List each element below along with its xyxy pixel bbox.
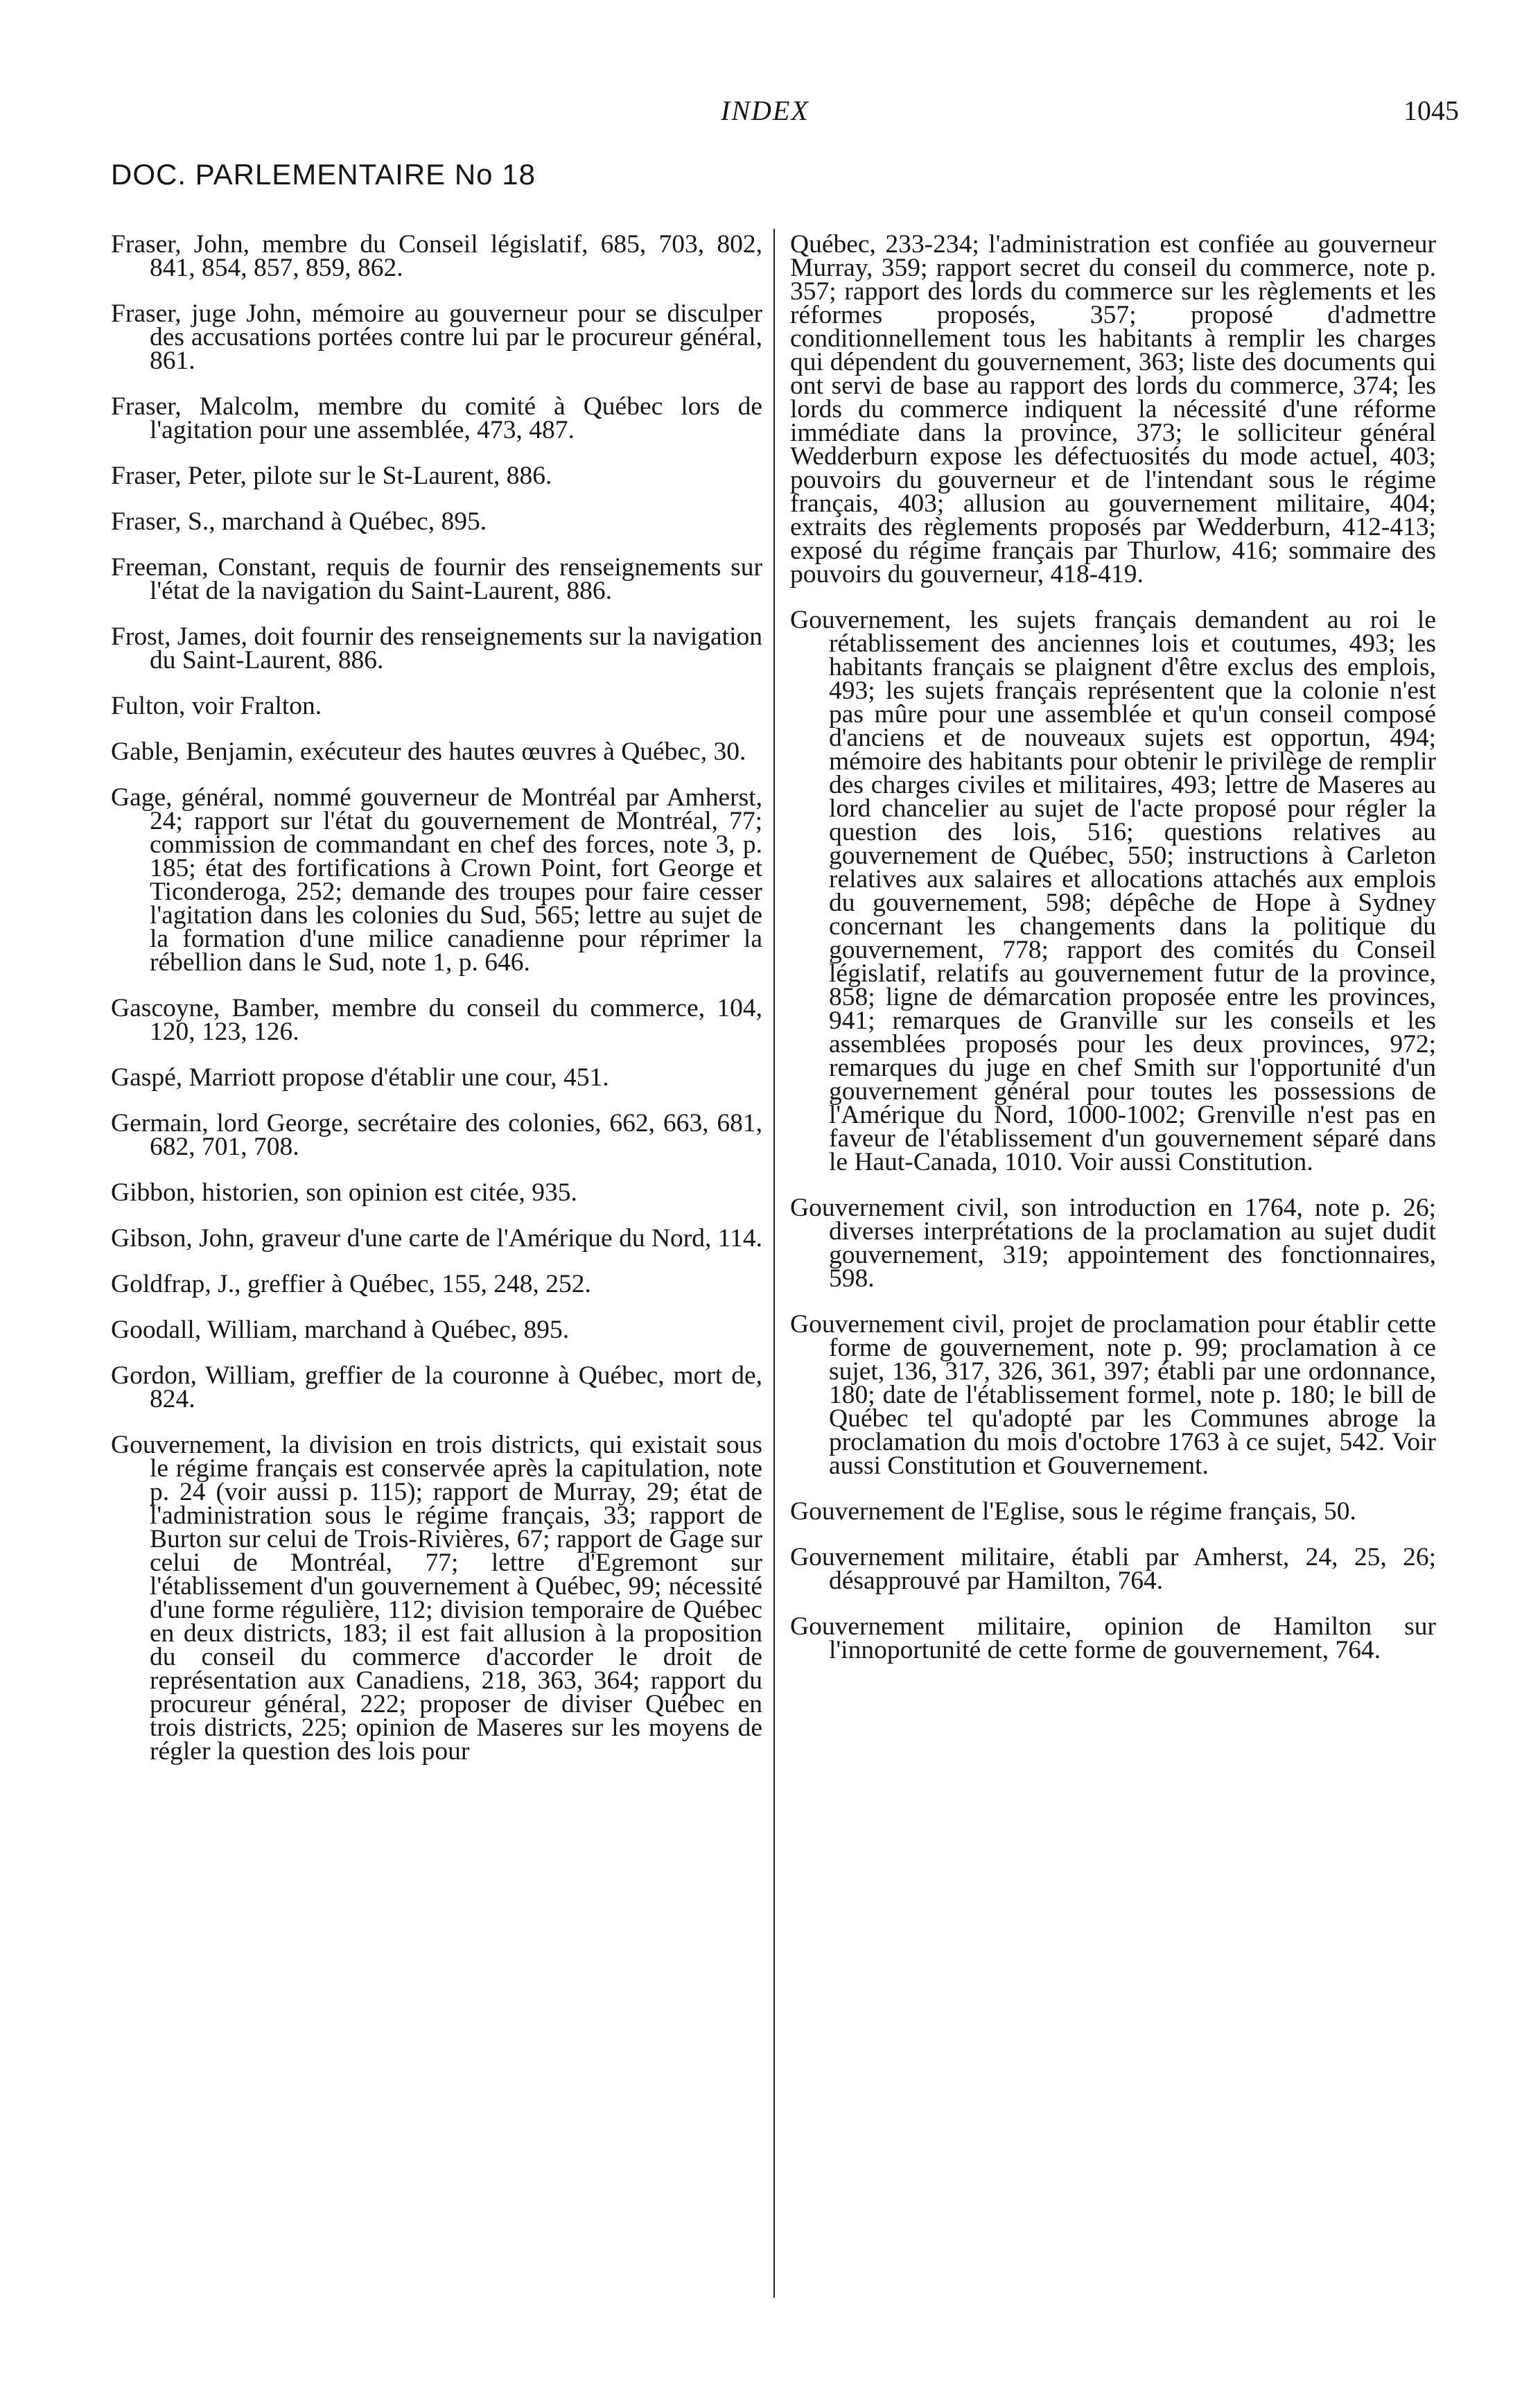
index-entry [111, 994, 762, 1046]
entry-text: de l'Eglise, sous le régime français, 50. [944, 1497, 1356, 1526]
index-column-right [790, 230, 1436, 1684]
entry-heading: Gouvernement militaire, [790, 1612, 1072, 1641]
entry-heading: Gouvernement, [790, 606, 952, 634]
index-entry [790, 606, 1436, 1176]
entry-heading: Gibbon, [111, 1178, 195, 1207]
index-entry [790, 1497, 1436, 1526]
entry-heading: Gaspé, [111, 1063, 183, 1092]
entry-text: marchand à Québec, 895. [215, 507, 487, 536]
entry-heading: Gouvernement [790, 1497, 945, 1526]
entry-text: pilote sur le St-Laurent, 886. [246, 462, 552, 490]
entry-text: greffier à Québec, 155, 248, 252. [240, 1270, 591, 1298]
entry-text: mémoire au gouverneur pour se disculper des accusations portées contre lui par le procureur général, 861. [150, 299, 762, 375]
entry-heading: Gouvernement civil, [790, 1194, 1010, 1222]
running-title: INDEX [721, 95, 810, 126]
index-entry [790, 1310, 1436, 1480]
index-entry [111, 1178, 762, 1207]
entry-heading: Fraser, Peter, [111, 462, 247, 490]
entry-heading: Gordon, William, [111, 1361, 296, 1390]
entry-text: historien, son opinion est citée, 935. [195, 1178, 577, 1207]
entry-text: voir Fralton. [185, 692, 322, 720]
entry-heading: Fraser, S., [111, 507, 216, 536]
page-number: 1045 [1403, 95, 1459, 126]
index-entry [111, 1270, 762, 1298]
entry-text: greffier de la couronne à Québec, mort de, 824. [150, 1361, 763, 1413]
entry-heading: Gouvernement civil, [790, 1310, 1005, 1339]
entry-heading: Fraser, John, [111, 230, 250, 259]
entry-text: projet de proclamation pour établir cette forme de gouvernement, note p. 99; proclamation à ce sujet, 136, 317, 326, 361, 397; établi par une ordonnance, 180; date de l'établissement formel, note p. 180; le bill de Québec tel qu'adopté par les Communes abroge la proclamation du mois d'octobre 1763 à ce sujet, 542. Voir aussi Constitution et Gouvernement. [829, 1310, 1436, 1480]
index-entry [111, 392, 762, 444]
column-divider [773, 229, 775, 2298]
index-entry [111, 1361, 763, 1413]
index-entry [111, 692, 762, 720]
entry-heading: Gibson, John, [111, 1224, 255, 1253]
entry-text: graveur d'une carte de l'Amérique du Nord, 114. [254, 1224, 763, 1253]
entry-heading: Fulton, [111, 692, 186, 720]
entry-heading: Gascoyne, Bamber, [111, 994, 320, 1022]
entry-text: les sujets français demandent au roi le rétablissement des anciennes lois et coutumes, 493; les habitants français se plaignent d'être exclus des emplois, 493; les sujets français représentent que la colonie n'est pas mûre pour une assemblée et qu'un conseil composé d'anciens et de nouveaux sujets est opportun, 494; mémoire des habitants pour obtenir le privilège de remplir des charges civiles et militaires, 493; lettre de Maseres au lord chancelier au sujet de l'acte proposé pour régler la question des lois, 516; questions relatives au gouvernement de Québec, 550; instructions à Carleton relatives aux salaires et allocations attachés aux emplois du gouvernement, 598; dépêche de Hope à Sydney concernant les changements dans la politique du gouvernement, 778; rapport des comités du Conseil législatif, relatifs au gouvernement futur de la province, 858; ligne de démarcation proposée entre les provinces, 941; remarques de Granville sur les conseils et les assemblées proposés pour les deux provinces, 972; remarques du juge en chef Smith sur l'opportunité d'un gouvernement général pour toutes les possessions de l'Amérique du Nord, 1000-1002; Grenville n'est pas en faveur de l'établissement d'un gouvernement séparé dans le Haut-Canada, 1010. Voir aussi Constitution. [829, 606, 1436, 1176]
index-entry [111, 740, 762, 764]
index-entry [111, 1109, 762, 1161]
entry-text: marchand à Québec, 895. [297, 1316, 570, 1344]
entry-heading: Fraser, Malcolm, [111, 392, 300, 421]
entry-text: membre du comité à Québec lors de l'agitation pour une assemblée, 473, 487. [150, 392, 762, 444]
entry-text: nommé gouverneur de Montréal par Amherst, 24; rapport sur l'état du gouvernement de Montréal, 77; commission de commandant en chef des forces, note 3, p. 185; état des fortifications à Crown Point, fort George et Ticonderoga, 252; demande des troupes pour faire cesser l'agitation dans les colonies du Sud, 565; lettre au sujet de la formation d'une milice canadienne pour réprimer la rébellion dans le Sud, note 1, p. 646. [150, 783, 762, 977]
document-header: DOC. PARLEMENTAIRE No 18 [111, 158, 536, 191]
index-entry [790, 1612, 1436, 1664]
entry-heading: Gouvernement, [111, 1431, 272, 1459]
entry-heading: Gouvernement militaire, [790, 1543, 1056, 1571]
entry-text: opinion de Hamilton sur l'innoportunité de cette forme de gouvernement, 764. [829, 1612, 1436, 1664]
entry-text: requis de fournir des renseignements sur l'état de la navigation du Saint-Laurent, 886. [150, 553, 762, 605]
entry-text: établi par Amherst, 24, 25, 26; désapprouvé par Hamilton, 764. [829, 1543, 1436, 1595]
entry-text: la division en trois districts, qui existait sous le régime français est conservée après la capitulation, note p. 24 (voir aussi p. 115); rapport de Murray, 29; état de l'administration sous le régime français, 33; rapport de Burton sur celui de Trois-Rivières, 67; rapport de Gage sur celui de Montréal, 77; lettre d'Egremont sur l'établissement d'un gouvernement à Québec, 99; nécessité d'une forme régulière, 112; division temporaire de Québec en deux districts, 183; il est fait allusion à la proposition du conseil du commerce d'accorder le droit de représentation aux Canadiens, 218, 363, 364; rapport du procureur général, 222; proposer de diviser Québec en trois districts, 225; opinion de Maseres sur les moyens de régler la question des lois pour [150, 1431, 762, 1766]
index-entry [111, 1318, 762, 1342]
index-entry [111, 507, 762, 536]
entry-text: membre du Conseil législatif, 685, 703, 802, 841, 854, 857, 859, 862. [150, 230, 762, 282]
index-entry [111, 1224, 763, 1253]
index-entry [111, 299, 762, 375]
index-entry [111, 622, 763, 674]
entry-heading: Frost, James, [111, 622, 247, 651]
entry-text: doit fournir des renseignements sur la navigation du Saint-Laurent, 886. [150, 622, 763, 674]
entry-heading: Gage, général, [111, 783, 265, 812]
index-entry [111, 553, 762, 605]
index-entry [111, 464, 762, 488]
index-entry [111, 783, 762, 977]
entry-text: secrétaire des colonies, 662, 663, 681, 682, 701, 708. [150, 1109, 762, 1161]
entry-heading: Goodall, William, [111, 1316, 298, 1344]
index-entry [111, 1431, 762, 1766]
index-entry [790, 1543, 1436, 1595]
entry-text: exécuteur des hautes œuvres à Québec, 30. [293, 738, 746, 766]
entry-text: son introduction en 1764, note p. 26; diverses interprétations de la proclamation au sujet dudit gouvernement, 319; appointement des fonctionnaires, 598. [829, 1194, 1436, 1293]
entry-heading: Germain, lord George, [111, 1109, 349, 1138]
entry-heading: Fraser, juge John, [111, 299, 302, 328]
entry-text: membre du conseil du commerce, 104, 120, 123, 126. [150, 994, 762, 1046]
entry-text: Marriott propose d'établir une cour, 451. [182, 1063, 609, 1092]
index-entry [111, 230, 762, 282]
entry-text: Québec, 233-234; l'administration est confiée au gouverneur Murray, 359; rapport secret du conseil du commerce, note p. 357; rapport des lords du commerce sur les règlements et les réformes proposés, 357; proposé d'admettre conditionnellement tous les habitants à remplir les charges qui dépendent du gouvernement, 363; liste des documents qui ont servi de base au rapport des lords du commerce, 374; les lords du commerce indiquent la nécessité d'une réforme immédiate dans la province, 373; le solliciteur général Wedderburn expose les défectuosités du mode actuel, 403; pouvoirs du gouverneur et de l'intendant sous le régime français, 403; allusion au gouvernement militaire, 404; extraits des règlements proposés par Wedderburn, 412-413; exposé du régime français par Thurlow, 416; sommaire des pouvoirs du gouverneur, 418-419. [790, 230, 1436, 589]
index-entry [790, 1196, 1436, 1291]
entry-heading: Gable, Benjamin, [111, 738, 294, 766]
index-entry [111, 1063, 762, 1092]
index-column-left [111, 230, 763, 1786]
entry-heading: Freeman, Constant, [111, 553, 317, 582]
entry-heading: Goldfrap, J., [111, 1270, 241, 1298]
index-entry [790, 230, 1436, 589]
